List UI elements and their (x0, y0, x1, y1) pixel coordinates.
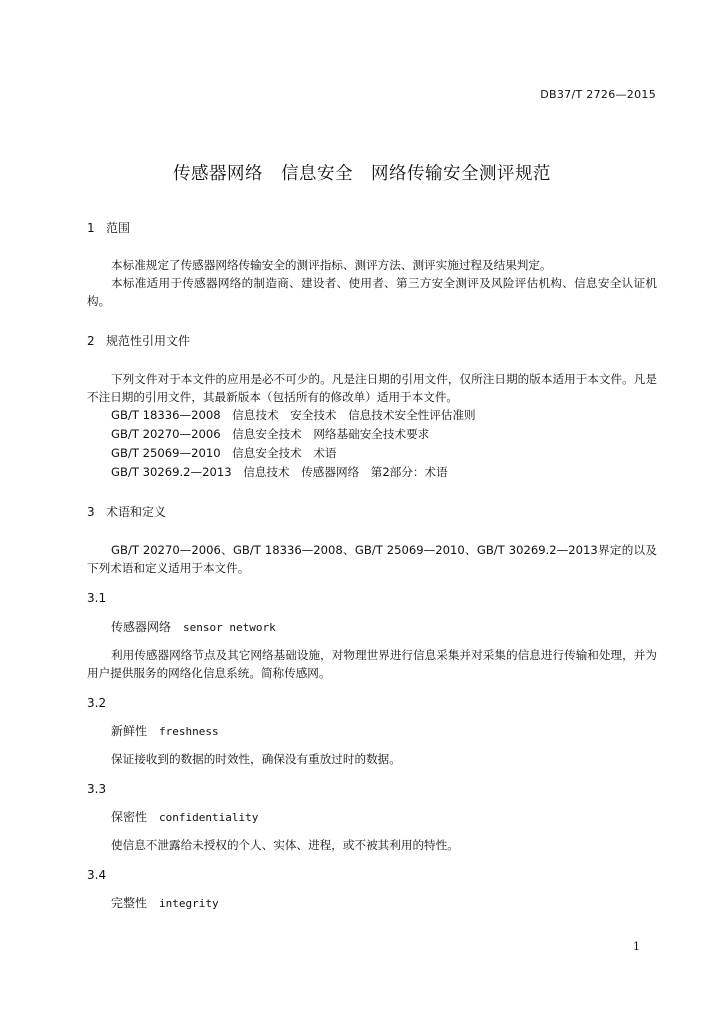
reference-item: GB/T 25069—2010 信息安全技术 术语 (111, 446, 337, 460)
section-title: 规范性引用文件 (106, 334, 191, 348)
term-entry (111, 722, 681, 741)
term-number: 3.1 (87, 591, 107, 605)
term-number: 3.4 (87, 868, 107, 882)
section-3-heading (87, 503, 657, 521)
section-number: 3 (87, 505, 95, 519)
term-english: sensor network (183, 621, 276, 634)
term-entry (111, 808, 681, 827)
reference-item: GB/T 30269.2—2013 信息技术 传感器网络 第2部分：术语 (111, 465, 448, 479)
term-definition: 保证接收到的数据的时效性，确保没有重放过时的数据。 (111, 752, 401, 766)
term-chinese: 完整性 (111, 896, 148, 910)
section-title: 术语和定义 (106, 505, 167, 519)
term-chinese: 新鲜性 (111, 724, 148, 738)
section-number: 2 (87, 334, 95, 348)
reference-item: GB/T 18336—2008 信息技术 安全技术 信息技术安全性评估准则 (111, 408, 476, 422)
term-chinese: 保密性 (111, 810, 148, 824)
section-number: 1 (87, 221, 95, 235)
document-title: 传感器网络 信息安全 网络传输安全测评规范 (173, 164, 551, 184)
section-title: 范围 (106, 221, 131, 235)
term-english: freshness (159, 725, 219, 738)
scope-paragraph-1: 本标准规定了传感器网络传输安全的测评指标、测评方法、测评实施过程及结果判定。 (111, 258, 552, 272)
normative-intro-paragraph: 下列文件对于本文件的应用是必不可少的。凡是注日期的引用文件，仅所注日期的版本适用于本文件。凡是不注日期的引用文件，其最新版本（包括所有的修改单）适用于本文件。 (87, 372, 657, 404)
term-number: 3.3 (87, 782, 107, 796)
section-1-heading (87, 219, 657, 237)
reference-item: GB/T 20270—2006 信息安全技术 网络基础安全技术要求 (111, 427, 430, 441)
term-entry (111, 618, 681, 637)
term-number: 3.2 (87, 696, 107, 710)
term-english: integrity (159, 897, 219, 910)
term-definition: 利用传感器网络节点及其它网络基础设施，对物理世界进行信息采集并对采集的信息进行传输和处理，并为用户提供服务的网络化信息系统。简称传感网。 (87, 648, 657, 680)
terms-intro-paragraph: GB/T 20270—2006、GB/T 18336—2008、GB/T 25069—2010、GB/T 30269.2—2013界定的以及下列术语和定义适用于本文件。 (87, 543, 657, 575)
document-code: DB37/T 2726—2015 (540, 88, 656, 101)
scope-paragraph-2: 本标准适用于传感器网络的制造商、建设者、使用者、第三方安全测评及风险评估机构、信息安全认证机构。 (87, 276, 657, 308)
term-chinese: 传感器网络 (111, 620, 172, 634)
page-number: 1 (633, 940, 640, 953)
term-definition: 使信息不泄露给未授权的个人、实体、进程，或不被其利用的特性。 (111, 838, 459, 852)
term-entry (111, 894, 681, 913)
section-2-heading (87, 332, 657, 350)
term-english: confidentiality (159, 811, 259, 824)
